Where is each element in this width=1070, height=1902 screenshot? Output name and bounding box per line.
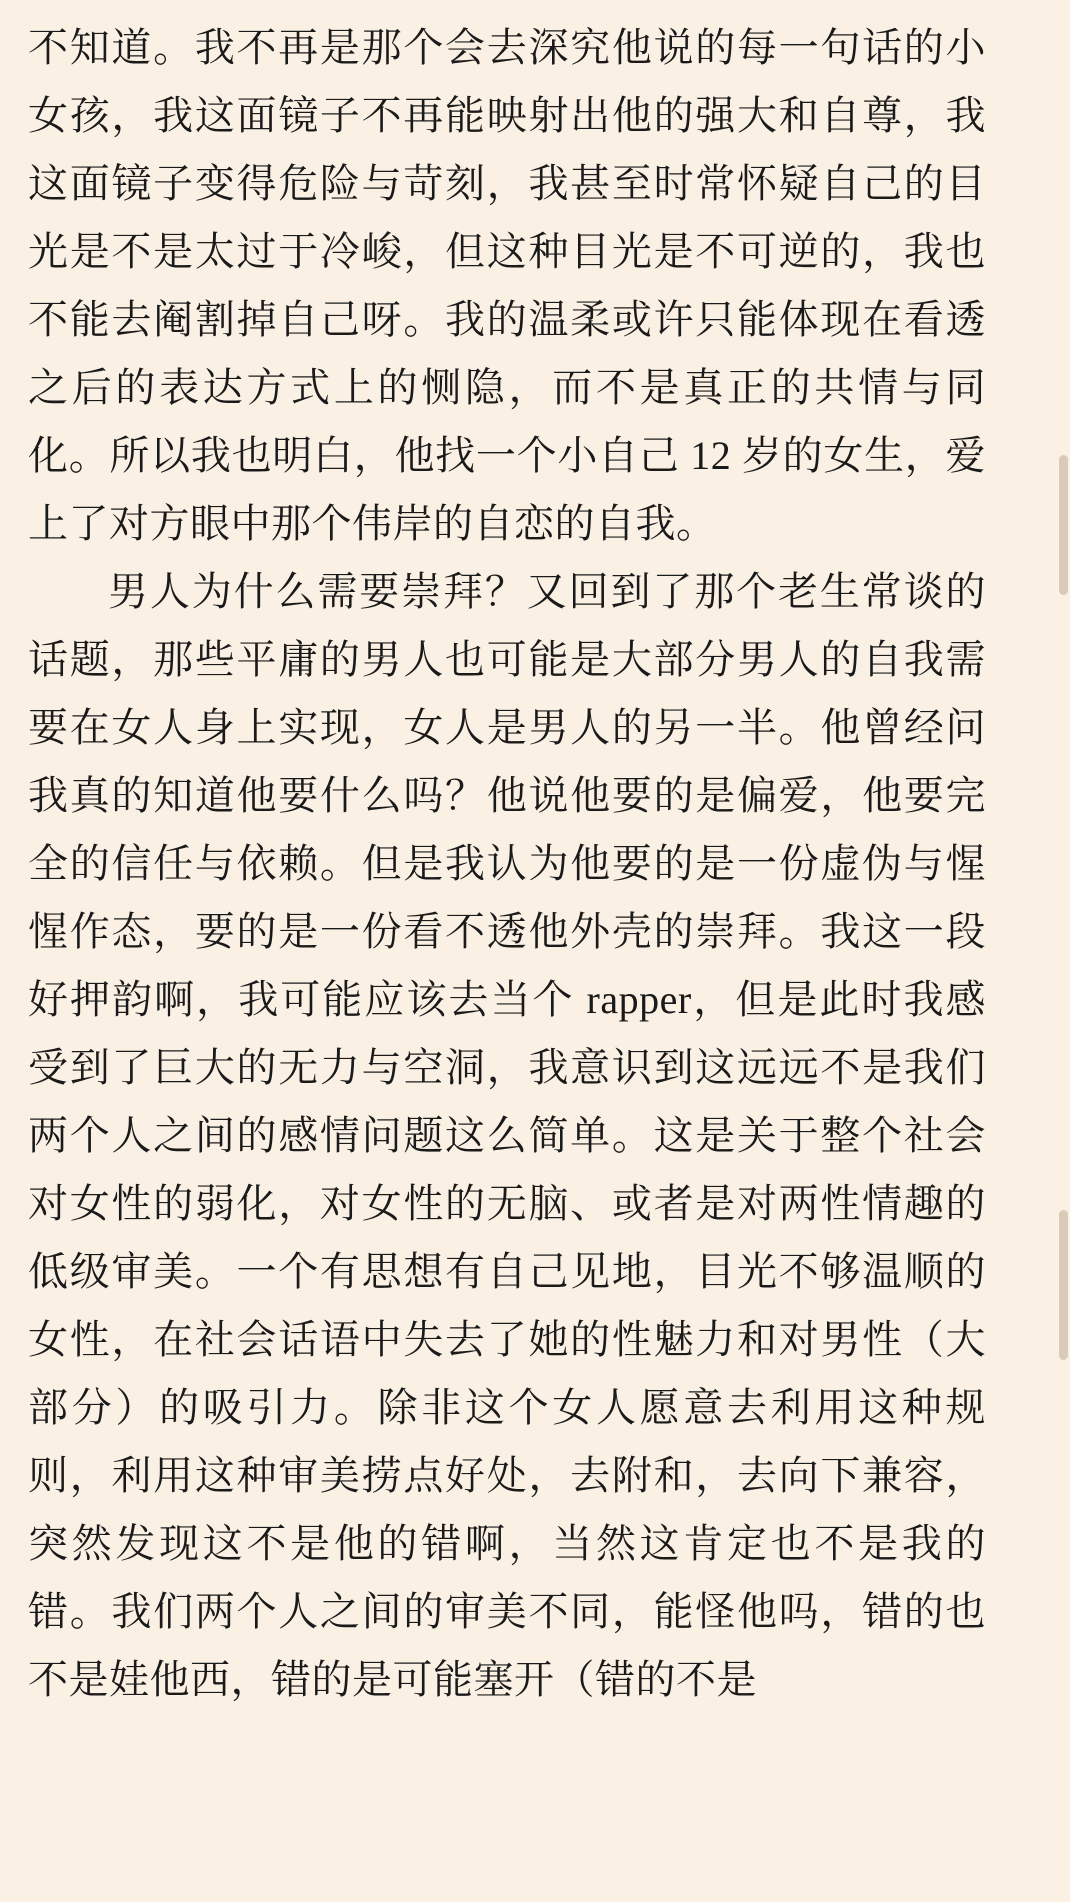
scrollbar-thumb-lower[interactable] [1059,1210,1068,1360]
paragraph-2: 男人为什么需要崇拜？又回到了那个老生常谈的话题，那些平庸的男人也可能是大部分男人的自我需要在女人身上实现，女人是男人的另一半。他曾经问我真的知道他要什么吗？他说他要的是偏爱，他要完全的信任与依赖。但是我认为他要的是一份虚伪与惺惺作态，要的是一份看不透他外壳的崇拜。我这一段好押韵啊，我可能应该去当个 rapper，但是此时我感受到了巨大的无力与空洞，我意识到这远远不是我们两个人之间的感情问题这么简单。这是关于整个社会对女性的弱化，对女性的无脑、或者是对两性情趣的低级审美。一个有思想有自己见地，目光不够温顺的女性，在社会话语中失去了她的性魅力和对男性（大部分）的吸引力。除非这个女人愿意去利用这种规则，利用这种审美捞点好处，去附和，去向下兼容，突然发现这不是他的错啊，当然这肯定也不是我的错。我们两个人之间的审美不同，能怪他吗，错的也不是娃他西，错的是可能塞开（错的不是 [28,569,986,1702]
paragraph-1: 不知道。我不再是那个会去深究他说的每一句话的小女孩，我这面镜子不再能映射出他的强大和自尊，我这面镜子变得危险与苛刻，我甚至时常怀疑自己的目光是不是太过于冷峻，但这种目光是不可逆的，我也不能去阉割掉自己呀。我的温柔或许只能体现在看透之后的表达方式上的恻隐，而不是真正的共情与同化。所以我也明白，他找一个小自己 12 岁的女生，爱上了对方眼中那个伟岸的自恋的自我。 [28,25,986,546]
scrollbar-thumb-upper[interactable] [1059,455,1068,595]
vertical-scrollbar[interactable] [1056,0,1070,1902]
